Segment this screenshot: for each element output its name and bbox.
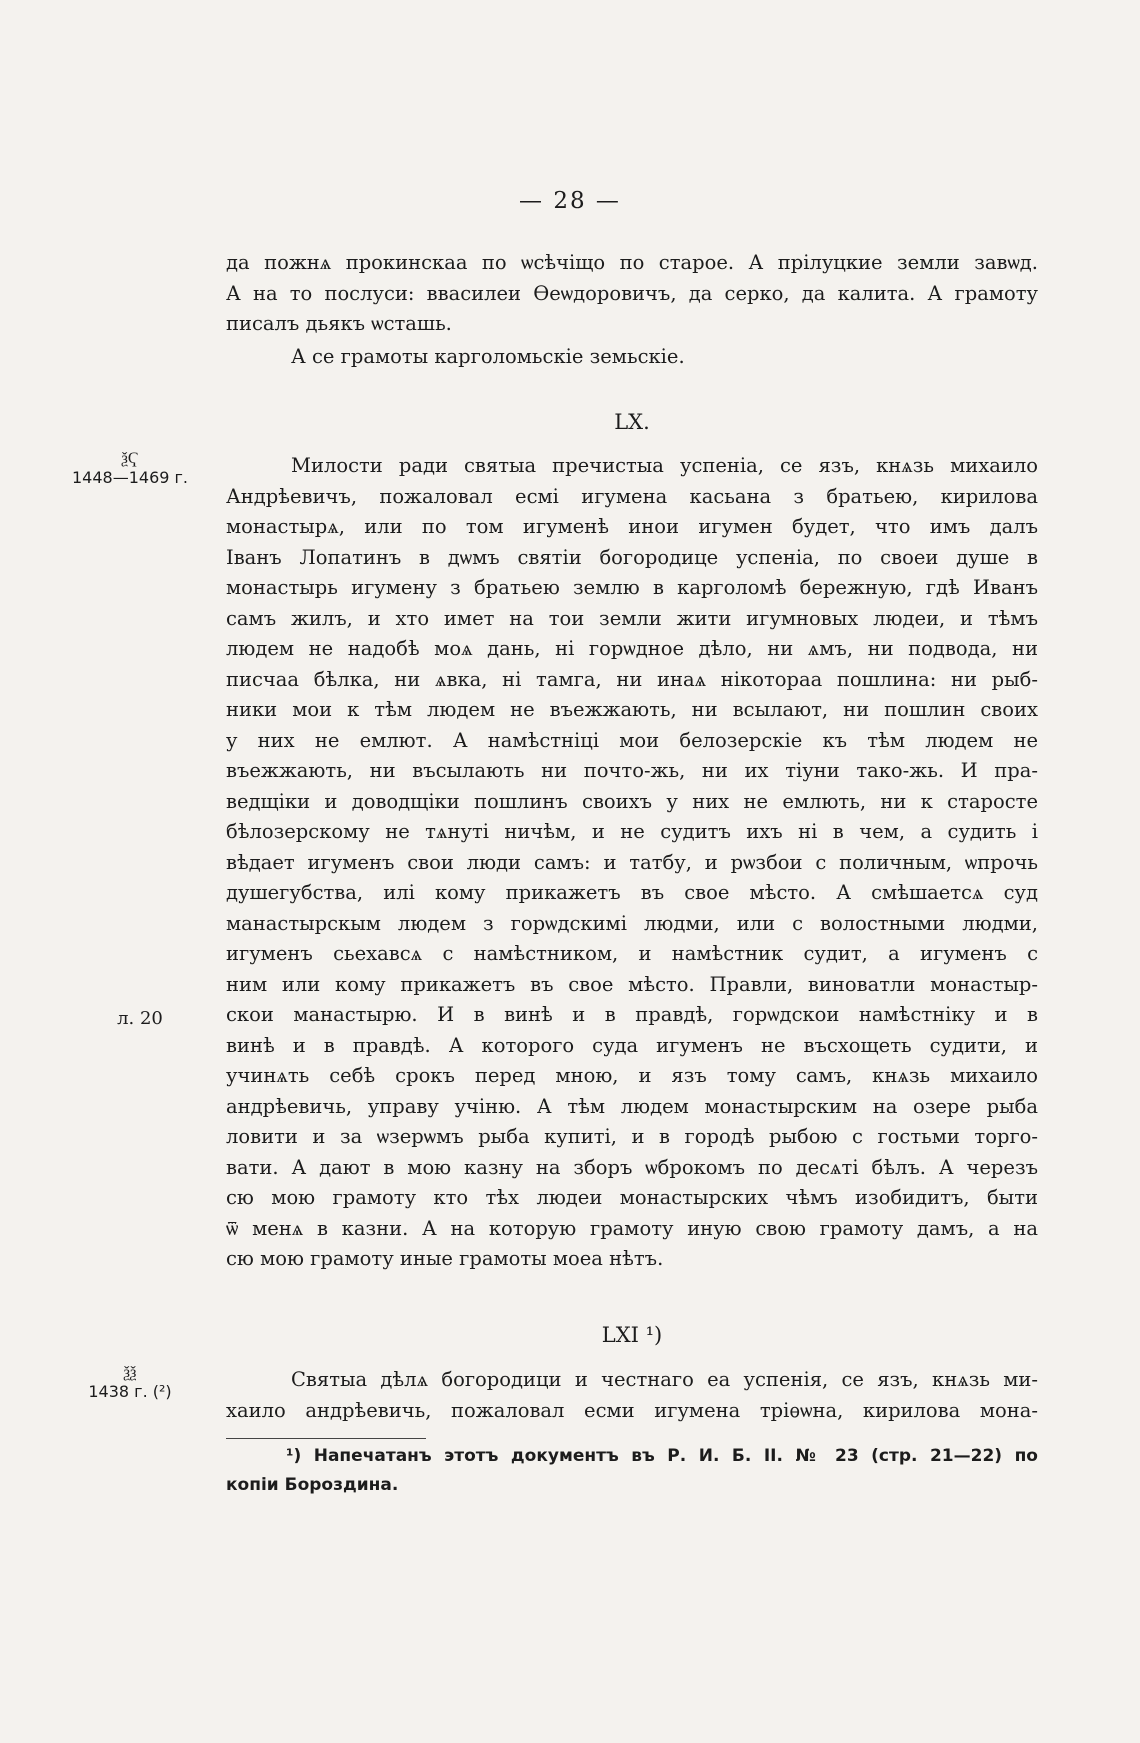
text-line: вати. А дают в мою казну на зборъ ѡброкомъ по десѧті бѣлъ. А черезъ: [226, 1155, 1038, 1179]
footnote-divider: [226, 1438, 426, 1439]
text-line: А на то послуси: ввасилеи Ѳеѡдоровичъ, да серко, да калита. А грамоту: [226, 281, 1038, 305]
section-lx-body: [226, 451, 1038, 1275]
text-line: Андрѣевичъ, пожаловал есмі игумена касьана з братьею, кирилова: [226, 484, 1038, 508]
text-line: писчаа бѣлка, ни ѧвка, ні тамга, ни инаѧ нікотораа пошлина: ни рыб-: [226, 667, 1038, 691]
text-line: сю мою грамоту иные грамоты моеа нѣтъ.: [226, 1247, 664, 1270]
text-line: у них не емлют. А намѣстніці мои белозерскіе къ тѣм людем не: [226, 728, 1038, 752]
margin-sign: ѯѯ: [123, 1362, 137, 1381]
text-line: Іванъ Лопатинъ в дѡмъ святіи богородице успеніа, по своеи душе в: [226, 545, 1038, 569]
text-line: ловити и за ѡзерѡмъ рыба купиті, и в городѣ рыбою с гостьми торго-: [226, 1125, 1038, 1148]
footnote-line: копіи Бороздина.: [226, 1475, 399, 1495]
text-line: бѣлозерскому не тѧнуті ничѣм, и не судитъ ихъ ні в чем, а судить і: [226, 820, 1038, 843]
margin-note-lxi: [60, 1362, 200, 1401]
margin-sign: ѯҀ: [121, 448, 139, 467]
text-line: самъ жилъ, и хто имет на тои земли жити игумновых людеи, и тѣмъ: [226, 606, 1038, 630]
text-line: душегубства, илі кому прикажетъ въ свое мѣсто. А смѣшаетсѧ суд: [226, 881, 1038, 904]
text-line: андрѣевичь, управу учіню. А тѣм людем монастырским на озере рыба: [226, 1094, 1038, 1118]
margin-date: 1438 г. (²): [88, 1382, 172, 1401]
text-line: манастырскым людем з горѡдскимі людми, или с волостными людми,: [226, 911, 1038, 935]
margin-note-lx: [60, 448, 200, 487]
text-line: винѣ и в правдѣ. А которого суда игуменъ не въсхощеть судити, и: [226, 1033, 1038, 1057]
margin-date: 1448—1469 г.: [71, 468, 188, 487]
section-heading-lxi: LXI ¹): [601, 1323, 663, 1347]
text-line: ники мои к тѣм людем не въежжають, ни всылают, ни пошлин своих: [226, 698, 1038, 721]
text-line: да пожнѧ прокинскаа по ѡсѣчіщо по старое. А прілуцкие земли завѡд.: [226, 251, 1038, 274]
text-line: учинѧть себѣ срокъ перед мною, и язъ тому самъ, кнѧзь михаило: [226, 1064, 1038, 1087]
text-line: людем не надобѣ моѧ дань, ні горѡдное дѣло, ни ѧмъ, ни подвода, ни: [226, 637, 1038, 660]
text-line: монастырь игумену з братьею землю в карголомѣ бережную, гдѣ Иванъ: [226, 576, 1038, 599]
text-line: хаило андрѣевичь, пожаловал есми игумена тріѳѡна, кирилова мона-: [226, 1398, 1038, 1422]
intro-line: А се грамоты карголомьскіе земьскіе.: [291, 344, 685, 368]
text-line: Святыа дѣлѧ богородици и честнаго еа успенія, се язъ, кнѧзь ми-: [291, 1368, 1038, 1391]
top-paragraph: [226, 248, 1038, 372]
text-line: сю мою грамоту кто тѣх людеи монастырских чѣмъ изобидитъ, быти: [226, 1186, 1038, 1209]
footnote-line: ¹) Напечатанъ этотъ документъ въ Р. И. Б. II. № 23 (стр. 21—22) по: [286, 1446, 1038, 1466]
text-line: ним или кому прикажетъ въ свое мѣсто. Правли, виноватли монастыр-: [226, 972, 1038, 996]
text-line: Милости ради святыа пречистыа успеніа, се язъ, кнѧзь михаило: [291, 454, 1038, 477]
text-line: игуменъ сьехавсѧ с намѣстником, и намѣстник судит, а игуменъ с: [226, 942, 1038, 965]
margin-leaf-number: л. 20: [117, 1008, 163, 1029]
section-heading-lx: LX.: [614, 410, 650, 434]
text-line: писалъ дьякъ ѡсташь.: [226, 312, 452, 335]
text-line: ведщіки и доводщіки пошлинъ своихъ у них не емлють, ни к старосте: [226, 789, 1038, 813]
footnote: [226, 1442, 1038, 1500]
text-line: скои манастырю. И в винѣ и в правдѣ, горѡдскои намѣстніку и в: [226, 1003, 1038, 1026]
section-lxi-body: [226, 1365, 1038, 1426]
text-line: въежжають, ни въсылають ни почто-жь, ни их тіуни тако-жь. И пра-: [226, 759, 1038, 782]
text-line: вѣдает игуменъ свои люди самъ: и татбу, и рѡзбои с поличным, ѡпрочь: [226, 850, 1038, 874]
text-line: монастырѧ, или по том игуменѣ инои игумен будет, что имъ далъ: [226, 515, 1038, 538]
text-line: ѿ менѧ в казни. А на которую грамоту иную свою грамоту дамъ, а на: [226, 1216, 1038, 1240]
page-number: — 28 —: [519, 188, 621, 214]
